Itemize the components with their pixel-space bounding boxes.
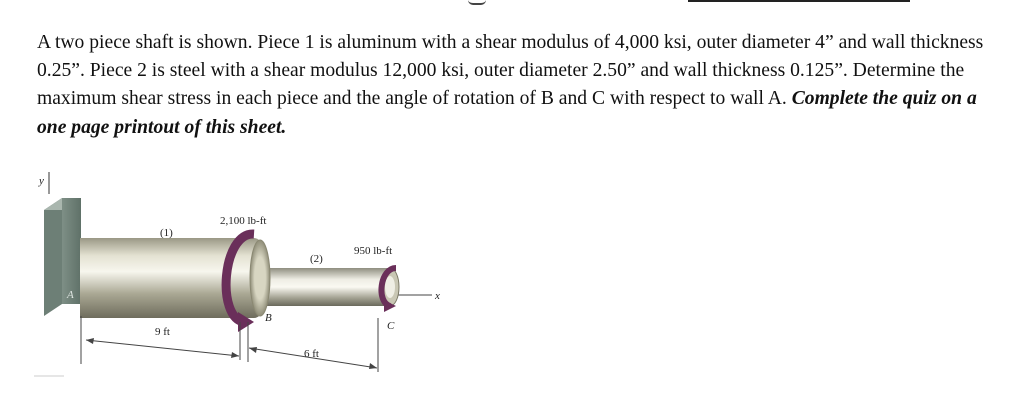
instruction-text: Complete the quiz on a one page printout of this sheet.	[37, 88, 977, 138]
dim-line-1	[86, 340, 239, 356]
dim-arrow-1b	[231, 352, 239, 358]
header-fragment	[468, 0, 486, 5]
point-b-label: B	[265, 312, 272, 324]
point-c-label: C	[387, 320, 395, 332]
torque-b-label: 2,100 lb-ft	[220, 215, 267, 227]
x-axis-label: x	[435, 290, 440, 302]
wall-label-a: A	[67, 289, 74, 301]
y-axis-label: y	[39, 175, 44, 187]
problem-text: A two piece shaft is shown. Piece 1 is aluminum with a shear modulus of 4,000 ksi, outer diameter 4” and wall thickness 0.25”. Piece 2 is steel with a shear modulus 12,000 ksi, outer diameter 2.50” and wall thickness 0.125”. Determine the maximum shear stress in each piece and the angle of rotation of B and C with respect to wall A.	[37, 32, 984, 110]
dim-arrow-2b	[369, 363, 377, 369]
dim-arrow-1a	[86, 338, 94, 344]
name-underline	[688, 0, 910, 2]
dim-arrow-2a	[249, 347, 257, 353]
piece-2-label: (2)	[310, 253, 323, 265]
length-2-label: 6 ft	[304, 348, 319, 360]
problem-statement	[37, 29, 997, 142]
length-1-label: 9 ft	[155, 326, 170, 338]
torque-c-label: 950 lb-ft	[354, 245, 393, 257]
wall-side	[44, 198, 62, 316]
piece-1-label: (1)	[160, 227, 173, 239]
shaft-figure	[34, 172, 454, 382]
shaft-end-c-inner	[385, 276, 395, 298]
collar-b	[250, 240, 270, 316]
shaft-diagram	[34, 172, 454, 382]
